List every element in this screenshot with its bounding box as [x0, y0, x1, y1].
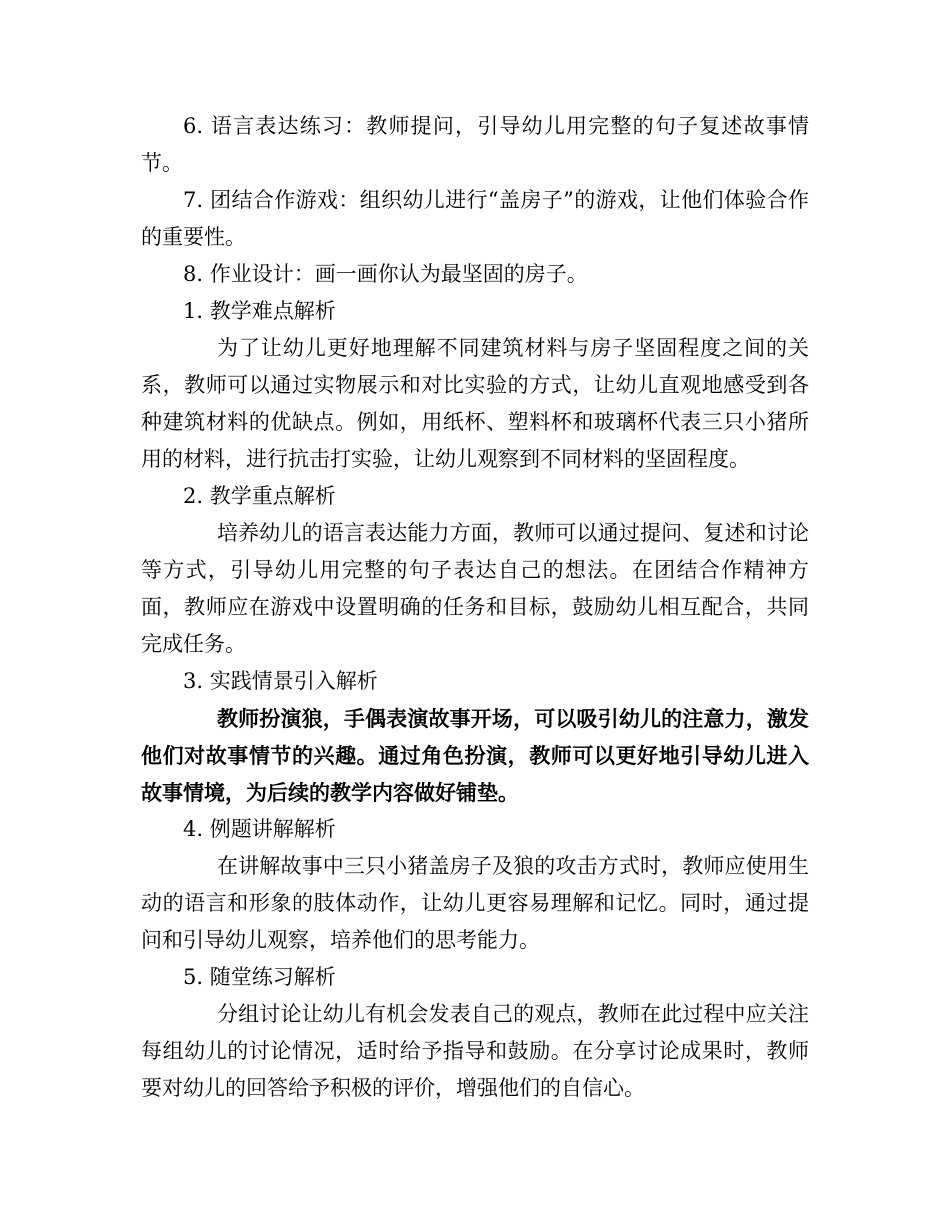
section-heading-scenario: 3. 实践情景引入解析	[183, 669, 378, 693]
paragraph-practice: 分组讨论让幼儿有机会发表自己的观点，教师在此过程中应关注每组幼儿的讨论情况，适时给予指导和鼓励。在分享讨论成果时，教师要对幼儿的回答给予积极的评价，增强他们的自信心。	[141, 1002, 809, 1100]
section-heading-key-points: 2. 教学重点解析	[183, 484, 336, 508]
paragraph-difficulty: 为了让幼儿更好地理解不同建筑材料与房子坚固程度之间的关系，教师可以通过实物展示和对比实验的方式，让幼儿直观地感受到各种建筑材料的优缺点。例如，用纸杯、塑料杯和玻璃杯代表三只小猪所用的材料，进行抗击打实验，让幼儿观察到不同材料的坚固程度。	[141, 336, 809, 471]
list-item-language-practice: 6. 语言表达练习：教师提问，引导幼儿用完整的句子复述故事情节。	[141, 114, 809, 175]
paragraph-scenario: 教师扮演狼，手偶表演故事开场，可以吸引幼儿的注意力，激发他们对故事情节的兴趣。通过角色扮演，教师可以更好地引导幼儿进入故事情境，为后续的教学内容做好铺垫。	[141, 706, 809, 805]
section-heading-difficulty: 1. 教学难点解析	[183, 299, 336, 323]
document-body	[141, 108, 809, 1107]
paragraph-example: 在讲解故事中三只小猪盖房子及狼的攻击方式时，教师应使用生动的语言和形象的肢体动作，让幼儿更容易理解和记忆。同时，通过提问和引导幼儿观察，培养他们的思考能力。	[141, 854, 809, 952]
section-heading-example: 4. 例题讲解解析	[183, 817, 336, 841]
paragraph-key-points: 培养幼儿的语言表达能力方面，教师可以通过提问、复述和讨论等方式，引导幼儿用完整的句子表达自己的想法。在团结合作精神方面，教师应在游戏中设置明确的任务和目标，鼓励幼儿相互配合，共同完成任务。	[141, 521, 809, 656]
list-item-homework: 8. 作业设计：画一画你认为最坚固的房子。	[183, 262, 588, 286]
list-item-cooperation-game: 7. 团结合作游戏：组织幼儿进行“盖房子”的游戏，让他们体验合作的重要性。	[141, 188, 809, 249]
section-heading-practice: 5. 随堂练习解析	[183, 965, 336, 989]
